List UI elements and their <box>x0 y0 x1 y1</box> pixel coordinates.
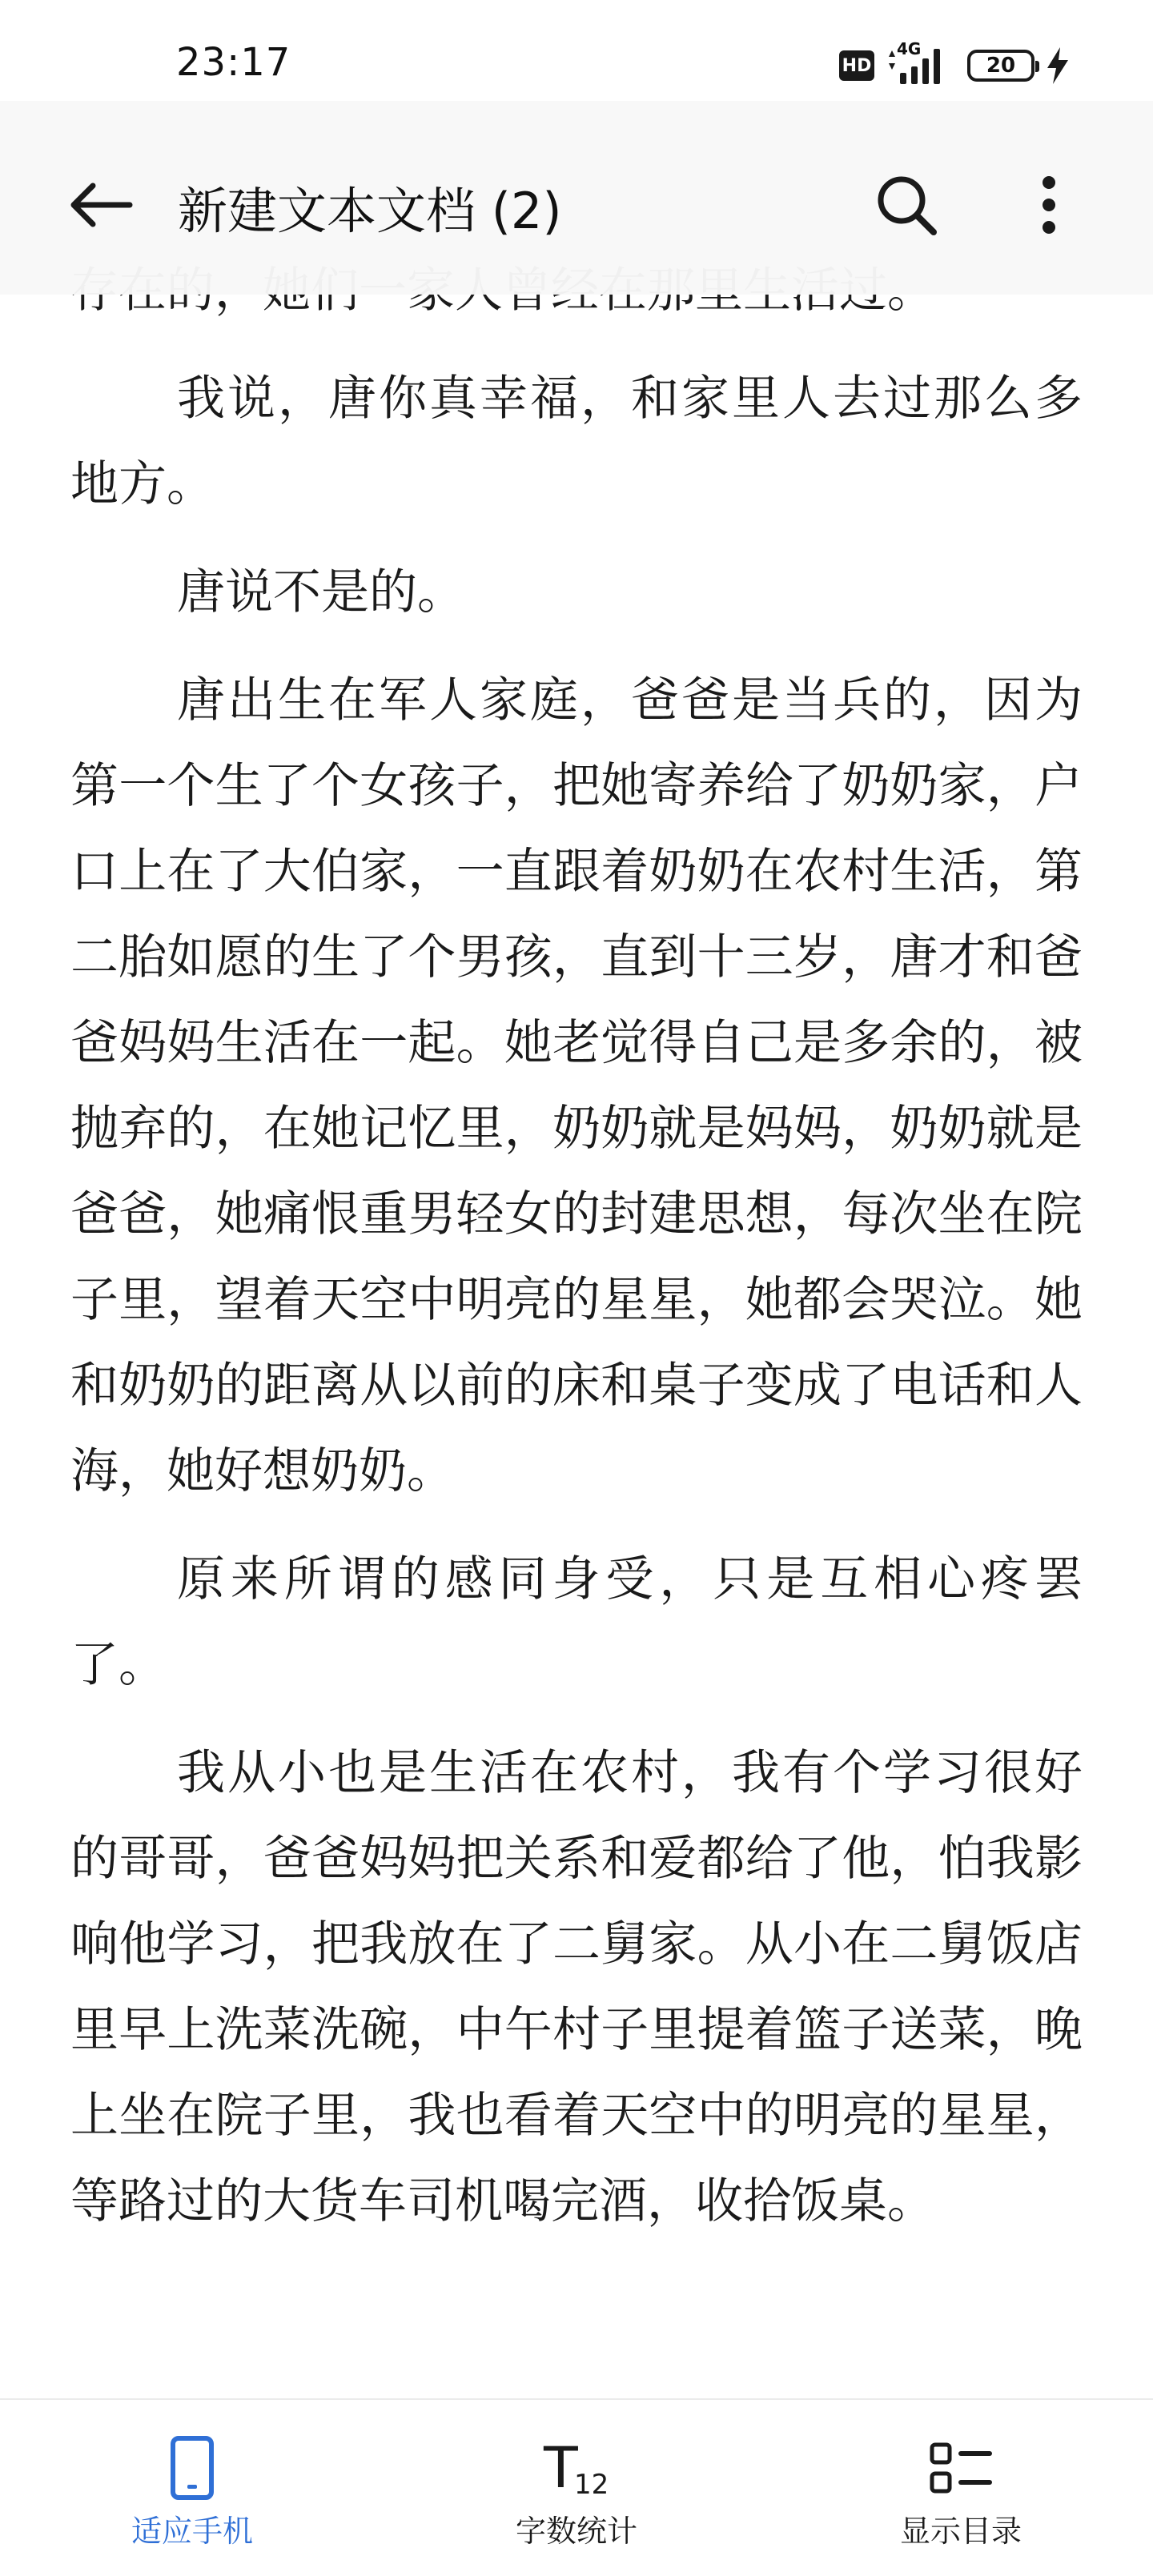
search-button[interactable] <box>874 170 938 240</box>
phone-icon <box>156 2434 228 2502</box>
paragraph: 唐说不是的。 <box>177 564 465 620</box>
list-icon <box>925 2434 997 2502</box>
more-vertical-icon <box>1039 175 1059 235</box>
word-count-icon-letter: T <box>544 2436 578 2500</box>
paragraph: 我从小也是生活在农村，我有个学习很好的哥哥，爸爸妈妈把关系和爱都给了他，怕我影响他学习，把我放在了二舅家。从小在二舅饭店里早上洗菜洗碗，中午村子里提着篮子送菜，晚上坐在院子里，我也看着天空中的明亮的星星，等路过的大货车司机喝完酒，收拾饭桌。 <box>70 1745 1083 2229</box>
search-icon <box>874 173 938 237</box>
word-count-icon <box>540 2434 613 2502</box>
fit-phone-button[interactable] <box>0 2400 384 2576</box>
document-content[interactable] <box>70 226 1083 2387</box>
status-bar <box>0 0 1153 101</box>
more-options-button[interactable] <box>1017 170 1081 240</box>
word-count-icon-number: 12 <box>574 2469 609 2500</box>
battery-icon <box>967 50 1034 82</box>
show-toc-label: 显示目录 <box>899 2514 1022 2549</box>
bottom-toolbar <box>0 2398 1153 2576</box>
page-title: 新建文本文档 (2) <box>178 182 562 240</box>
charging-bolt-icon <box>1046 47 1070 84</box>
status-time: 23:17 <box>176 40 291 85</box>
signal-bars-icon <box>886 46 956 86</box>
paragraph: 唐出生在军人家庭，爸爸是当兵的，因为第一个生了个女孩子，把她寄养给了奶奶家，户口上在了大伯家，一直跟着奶奶在农村生活，第二胎如愿的生了个男孩，直到十三岁，唐才和爸爸妈妈生活在一起。她老觉得自己是多余的，被抛弃的，在她记忆里，奶奶就是妈妈，奶奶就是爸爸，她痛恨重男轻女的封建思想，每次坐在院子里，望着天空中明亮的星星，她都会哭泣。她和奶奶的距离从以前的床和桌子变成了电话和人海，她好想奶奶。 <box>70 672 1083 1499</box>
paragraph: 我说，唐你真幸福，和家里人去过那么多地方。 <box>70 371 1083 512</box>
app-header <box>0 101 1153 295</box>
word-count-label: 字数统计 <box>515 2514 637 2549</box>
signal-icon <box>886 39 956 86</box>
fit-phone-label: 适应手机 <box>131 2514 253 2549</box>
status-icons <box>839 39 1070 90</box>
back-button[interactable] <box>66 170 136 240</box>
battery-level: 20 <box>986 54 1016 78</box>
arrow-left-icon <box>69 181 133 229</box>
show-toc-button[interactable] <box>769 2400 1153 2576</box>
network-type-label: 4G <box>897 39 922 58</box>
word-count-button[interactable] <box>384 2400 769 2576</box>
hd-icon: HD <box>839 50 874 81</box>
paragraph: 原来所谓的感同身受，只是互相心疼罢了。 <box>70 1551 1083 1693</box>
